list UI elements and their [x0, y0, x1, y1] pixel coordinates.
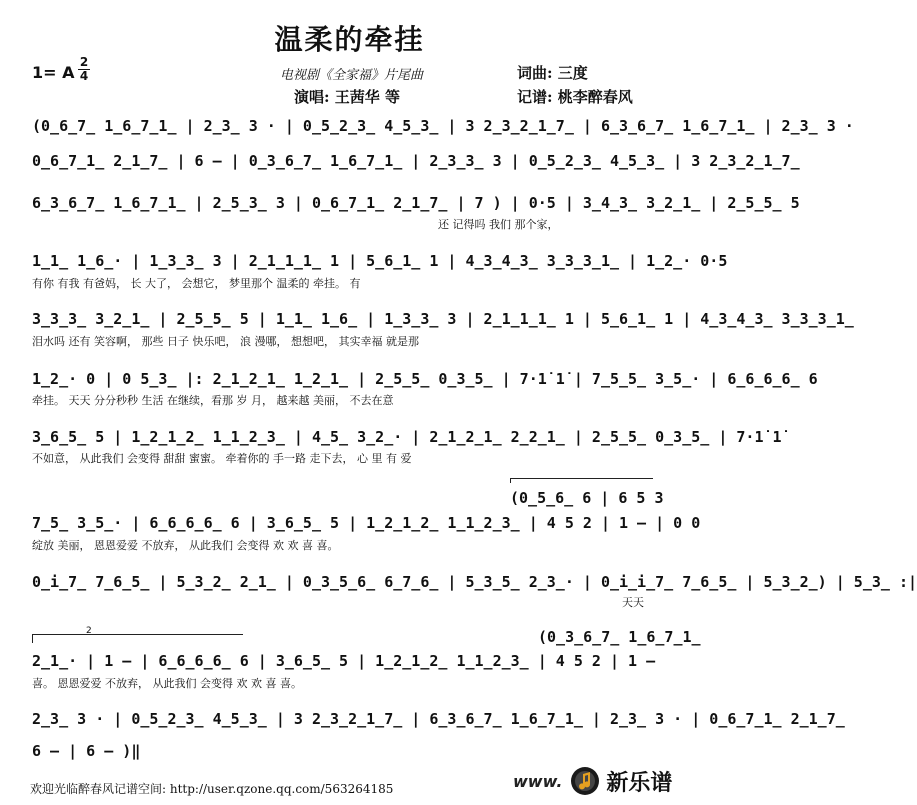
notation-text: (0̲3̲6̲7̲ 1̲6̲7̲1̲	[538, 628, 701, 646]
score-row	[0, 190, 800, 216]
score-row	[0, 148, 800, 174]
notation-text: 0̲6̲7̲1̲ 2̲1̲7̲ | 6 – | 0̲3̲6̲7̲ 1̲6̲7̲1̲ | 2̲3̲3̲ 3 | 0̲5̲2̲3̲ 4̲5̲3̲ | 3 2̲3̲2̲1̲7̲	[32, 152, 800, 170]
footer-text: 欢迎光临醉春风记谱空间: http://user.qzone.qq.com/563264185	[30, 782, 394, 796]
score-row	[0, 624, 699, 650]
notation-text: 3̲3̲3̲ 3̲2̲1̲ | 2̲5̲5̲ 5 | 1̲1̲ 1̲6̲ | 1̲3̲3̲ 3 | 2̲1̲1̲1̲ 1 | 5̲6̲1̲ 1 | 4̲3̲4̲3̲ 3̲3̲3̲1̲	[32, 310, 854, 328]
score-row	[0, 510, 699, 536]
lyric-line	[0, 392, 699, 410]
score-row	[0, 738, 699, 764]
notation-text: (0̲6̲7̲ 1̲6̲7̲1̲ | 2̲3̲ 3 · | 0̲5̲2̲3̲ 4̲5̲3̲ | 3 2̲3̲2̲1̲7̲ | 6̲3̲6̲7̲ 1̲6̲7̲1̲ | 2̲3̲ 3 ·	[32, 117, 854, 135]
score-row	[0, 569, 917, 595]
time-signature-bottom: 4	[79, 69, 89, 83]
notation-text: 3̲6̲5̲ 5 | 1̲2̲1̲2̲ 1̲1̲2̲3̲ | 4̲5̲ 3̲2̲· | 2̲1̲2̲1̲ 2̲2̲1̲ | 2̲5̲5̲ 0̲3̲5̲ | 7·1̇ 1̇	[32, 428, 782, 446]
song-source: 电视剧《全家福》片尾曲	[280, 68, 424, 83]
notation-text: 0̲i̲7̲ 7̲6̲5̲ | 5̲3̲2̲ 2̲1̲ | 0̲3̲5̲6̲ 6̲7̲6̲ | 5̲3̲5̲ 2̲3̲· | 0̲i̲i̲7̲ 7̲6̲5̲ | 5̲3̲2̲) | 5̲3̲ :|	[32, 573, 917, 591]
notation-text: 2̲1̲· | 1 – | 6̲6̲6̲6̲ 6 | 3̲6̲5̲ 5 | 1̲2̲1̲2̲ 1̲1̲2̲3̲ | 4 5 2 | 1 –	[32, 652, 656, 670]
score-row	[0, 113, 854, 139]
brand-www: www.	[513, 771, 563, 791]
notation-text: 6̲3̲6̲7̲ 1̲6̲7̲1̲ | 2̲5̲3̲ 3 | 0̲6̲7̲1̲ 2̲1̲7̲ | 7 ) | 0·5 | 3̲4̲3̲ 3̲2̲1̲ | 2̲5̲5̲ 5	[32, 194, 800, 212]
composer-credit: 词曲: 三度	[517, 64, 588, 82]
music-note-icon	[570, 766, 600, 796]
notation-text: 6 – | 6 – )‖	[32, 742, 141, 760]
brand-name: 新乐谱	[606, 770, 673, 796]
lyric-text: 喜。 恩恩爱爱 不放弃， 从此我们 会变得 欢 欢 喜 喜。	[32, 677, 302, 690]
lyric-text: 绽放 美丽， 恩恩爱爱 不放弃， 从此我们 会变得 欢 欢 喜 喜。	[32, 539, 339, 552]
score-row	[0, 485, 699, 511]
notation-text: 7̲5̲ 3̲5̲· | 6̲6̲6̲6̲ 6 | 3̲6̲5̲ 5 | 1̲2̲1̲2̲ 1̲1̲2̲3̲ | 4 5 2 | 1 – | 0 0	[32, 514, 701, 532]
score-row	[0, 706, 845, 732]
score-row	[0, 306, 854, 332]
lyric-text: 还 记得吗 我们 那个家，	[438, 218, 559, 231]
repeat-ending-line	[510, 478, 653, 483]
lyric-line	[0, 216, 699, 234]
footer-link[interactable]	[30, 780, 393, 797]
time-signature	[78, 56, 90, 83]
lyric-line	[0, 275, 699, 293]
notation-text: (0̲5̲6̲ 6 | 6 5 3	[510, 489, 664, 507]
lyric-line	[0, 675, 699, 693]
lyric-line	[0, 450, 699, 468]
score-row	[0, 424, 782, 450]
transcriber-credit: 记谱: 桃李醉春风	[517, 88, 633, 106]
lyric-text: 天天	[622, 596, 644, 609]
brand-logo	[513, 765, 672, 797]
song-title: 温柔的牵挂	[274, 23, 425, 56]
lyric-text: 牵挂。 天天 分分秒秒 生活 在继续，看那 岁 月， 越来越 美丽， 不去在意	[32, 394, 394, 407]
lyric-text: 不如意， 从此我们 会变得 甜甜 蜜蜜。 牵着你的 手一路 走下去， 心 里 有 爱	[32, 452, 412, 465]
notation-text: 1̲1̲ 1̲6̲· | 1̲3̲3̲ 3 | 2̲1̲1̲1̲ 1 | 5̲6̲1̲ 1 | 4̲3̲4̲3̲ 3̲3̲3̲1̲ | 1̲2̲· 0·5	[32, 252, 728, 270]
notation-text: 1̲2̲· 0 | 0 5̲3̲ |: 2̲1̲2̲1̲ 1̲2̲1̲ | 2̲5̲5̲ 0̲3̲5̲ | 7·1̇ 1̇ | 7̲5̲5̲ 3̲5̲· | 6̲6̲6̲6̲ 6	[32, 370, 818, 388]
lyric-line	[0, 537, 699, 555]
lyric-line	[0, 333, 699, 351]
score-row	[0, 366, 818, 392]
score-row	[0, 648, 699, 674]
notation-text: 2̲3̲ 3 · | 0̲5̲2̲3̲ 4̲5̲3̲ | 3 2̲3̲2̲1̲7̲ | 6̲3̲6̲7̲ 1̲6̲7̲1̲ | 2̲3̲ 3 · | 0̲6̲7̲1̲ 2̲1̲7̲	[32, 710, 845, 728]
score-row	[0, 248, 728, 274]
singer-credit: 演唱: 王茜华 等	[294, 88, 400, 106]
lyric-line	[0, 594, 699, 612]
ending-bracket-number: 2	[86, 626, 92, 636]
time-signature-top: 2	[79, 55, 89, 69]
key-signature: 1= A	[32, 63, 75, 82]
lyric-text: 有你 有我 有爸妈， 长 大了， 会想它， 梦里那个 温柔的 牵挂。 有	[32, 277, 361, 290]
lyric-text: 泪水吗 还有 笑容啊， 那些 日子 快乐吧， 浪 漫哪， 想想吧， 其实幸福 就是那	[32, 335, 419, 348]
